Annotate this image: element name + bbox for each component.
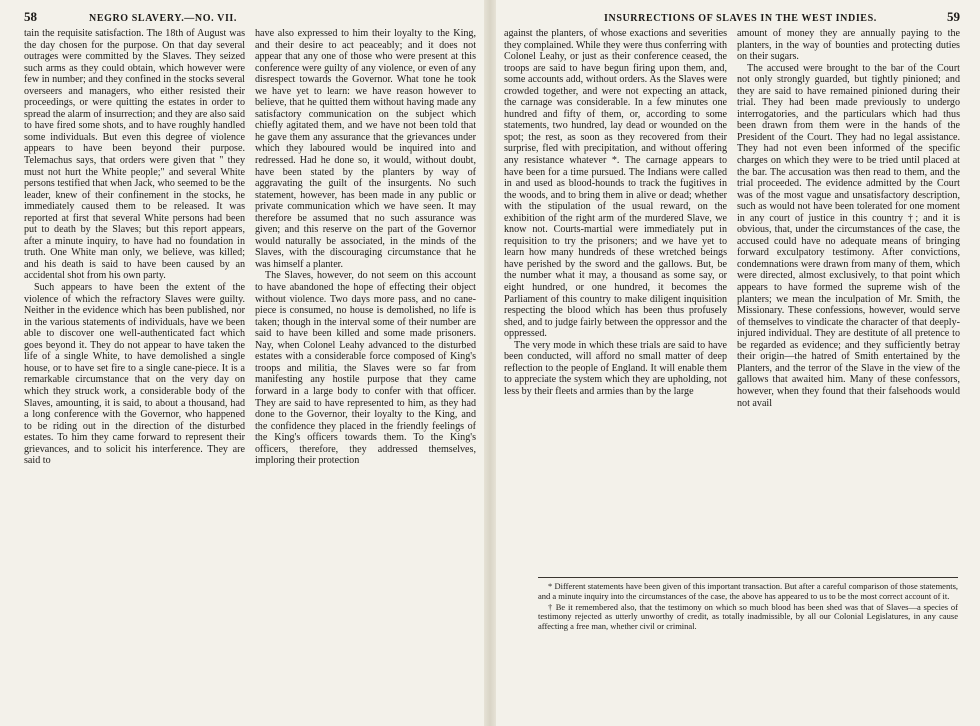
right-page-columns bbox=[504, 28, 960, 572]
running-title-right: INSURRECTIONS OF SLAVES IN THE WEST INDIES. bbox=[604, 13, 877, 24]
page-number-right: 59 bbox=[947, 9, 960, 24]
paragraph: tain the requisite satisfaction. The 18th of August was the day chosen for the purpose. On that day several outrages were committed by the Slaves. They seized such arms as they could obtain, which however were few in number; and they confined in the stocks several overseers and managers, who either resisted their proceedings, or were quitting the estates in order to spread the alarm of insurrection; and they are also said to have fired some shots, and to have roughly handled some individuals. But even this degree of violence appears to have been beyond their purpose. Telemachus says, that orders were given that " they must not hurt the White people;" and several White persons testified that when Jack, who seemed to be the leader, knew of their confinement in the stocks, he immediately caused them to be released. It was reported at first that several White persons had been put to death by the Slaves; but this report appears, after a minute inquiry, to have had no foundation in truth. One White man only, we believe, was killed; and his death is said to have been caused by an accidental shot from his own party. bbox=[24, 28, 245, 282]
left-page bbox=[0, 0, 484, 726]
paragraph: amount of money they are annually paying to the planters, in the way of bounties and protecting duties on their sugars. bbox=[737, 28, 960, 63]
footnote-rule bbox=[538, 577, 958, 578]
paragraph: The very mode in which these trials are said to have been conducted, will afford no small matter of deep reflection to the people of England. It will enable them to appreciate the system which they are upholding, not less by their fleets and armies than by the large bbox=[504, 339, 727, 397]
footnote: † Be it remembered also, that the testimony on which so much blood has been shed was that of Slaves—a species of testimony rejected as utterly unworthy of credit, as totally inadmissible, by all our Colonial Legislatures, in any cause affecting a free man, whether civil or criminal. bbox=[538, 601, 958, 632]
left-page-columns bbox=[24, 28, 476, 720]
right-column-1 bbox=[504, 28, 727, 572]
page-number-left: 58 bbox=[24, 9, 37, 24]
paragraph: Such appears to have been the extent of the violence of which the refractory Slaves were guilty. Neither in the evidence which has been published, nor in the various statements of individuals, have we been able to discover one well-authenticated fact which goes beyond it. They do not appear to have taken the life of a single White, to have demolished a single house, or to have set fire to a single cane-piece. It is a remarkable circumstance that on the very day on which they struck work, a considerable body of the Slaves, amounting, it is said, to about a thousand, had a long conference with the Governor, who happened to be riding out in the direction of the disturbed estates. To him they came forward to represent their grievances, and to solicit his interference. They are said to bbox=[24, 282, 245, 467]
book-gutter bbox=[484, 0, 496, 726]
left-column-2 bbox=[255, 28, 476, 720]
footnotes bbox=[538, 582, 958, 633]
paragraph: have also expressed to him their loyalty to the King, and their desire to act peaceably; and it does not appear that any one of those who were present at this conference were guilty of any violence, or even of any disrespect towards the Governor. What tone he took we have yet to learn: we have reason however to believe, that he quitted them without having made any satisfactory communication on the subject which chiefly agitated them, and we have not been told that he gave them any assurance that the grievances under which they laboured would be inquired into and redressed. Had he done so, it would, without doubt, have been stated by the planters by way of aggravating the guilt of the insurgents. No such statement, however, has been made in any public or private communication which we have seen. It may therefore be assumed that no such assurance was given; and this reserve on the part of the Governor would naturally be associated, in the minds of the Slaves, with the discouraging circumstance that he was himself a planter. bbox=[255, 28, 476, 270]
running-title-left: NEGRO SLAVERY.—NO. VII. bbox=[89, 13, 238, 24]
paragraph: The accused were brought to the bar of the Court not only strongly guarded, but tightly pinioned; and they are said to have remained pinioned during their trial. They had been made previously to undergo interrogatories, and the particulars which had thus been drawn from them were in the hands of the President of the Court. They had no legal assistance. They had not even been informed of the specific charges on which they were to be tried until placed at the bar. The accusation was then read to them, and the trial proceeded. The evidence admitted by the Court was of the most vague and unsatisfactory description, such as would not have been tolerated for one moment in any court of justice in this country †; and it is obvious, that, under the circumstances of the case, the accused could have no adequate means of bringing forward exculpatory testimony. After convictions, condemnations were drawn from many of them, which were directed, almost exclusively, to that point which appears to have formed the supreme wish of the planters; we mean the inculpation of Mr. Smith, the Missionary. These confessions, however, would serve of themselves to vindicate the character of that deeply-injured individual. They are destitute of all pretence to be regarded as evidence; and they sufficiently betray their origin—the hatred of Smith entertained by the Planters, and the terror of the Slave in the view of the gallows that awaited him. Many of these confessors, however, when they found that their falsehoods would not avail bbox=[737, 62, 960, 409]
paragraph: against the planters, of whose exactions and severities they complained. While they were thus conferring with Colonel Leahy, or just as their conference ceased, the troops are said to have begun firing upon them, and, some accounts add, without orders. As the Slaves were crowded together, and were not expecting an attack, the carnage was considerable. In a few minutes one hundred and fifty of them, or, according to some statements, two hundred, lay dead or wounded on the spot; the rest, as soon as they recovered from their surprise, fled with precipitation, and without offering any resistance whatever *. The carnage appears to have been for a time pursued. The Indians were called in and used as blood-hounds to track the fugitives in the woods, and to bring them in alive or dead; whether with the stipulation of the usual reward, on the exhibition of the right arm of the murdered Slave, we know not. Courts-martial were immediately put in requisition to try the prisoners; and we have yet to learn how many hundreds of these wretched beings have perished by the sword and the gallows. But, be the number what it may, a thousand as some say, or eight hundred, or one hundred, it becomes the Parliament of this country to make diligent inquisition respecting the blood which has been thus profusely shed, and to judge fairly between the oppressor and the oppressed. bbox=[504, 28, 727, 340]
paragraph: The Slaves, however, do not seem on this account to have abandoned the hope of effecting their object without violence. Two days more pass, and no cane-piece is consumed, no house is demolished, no life is taken; though in the interval some of their number are said to have been killed and some made prisoners. Nay, when Colonel Leahy advanced to the disturbed estates with a considerable force composed of King's troops and militia, the Slaves were so far from manifesting any hostile purpose that they came forward in a large body to confer with that officer. They are said to have represented to him, as they had done to the Governor, their loyalty to the King, and the confidence they placed in the friendly feelings of the King's officers towards them. To the King's officers, therefore, they addressed themselves, imploring their protection bbox=[255, 270, 476, 467]
left-column-1 bbox=[24, 28, 245, 720]
right-column-2 bbox=[737, 28, 960, 572]
right-page bbox=[496, 0, 980, 726]
footnote: * Different statements have been given of this important transaction. But after a careful comparison of those statements, and a minute inquiry into the circumstances of the case, the above has appeared to us to be the most correct account of it. bbox=[538, 581, 958, 601]
right-page-header bbox=[504, 9, 960, 25]
left-page-header bbox=[24, 9, 474, 25]
